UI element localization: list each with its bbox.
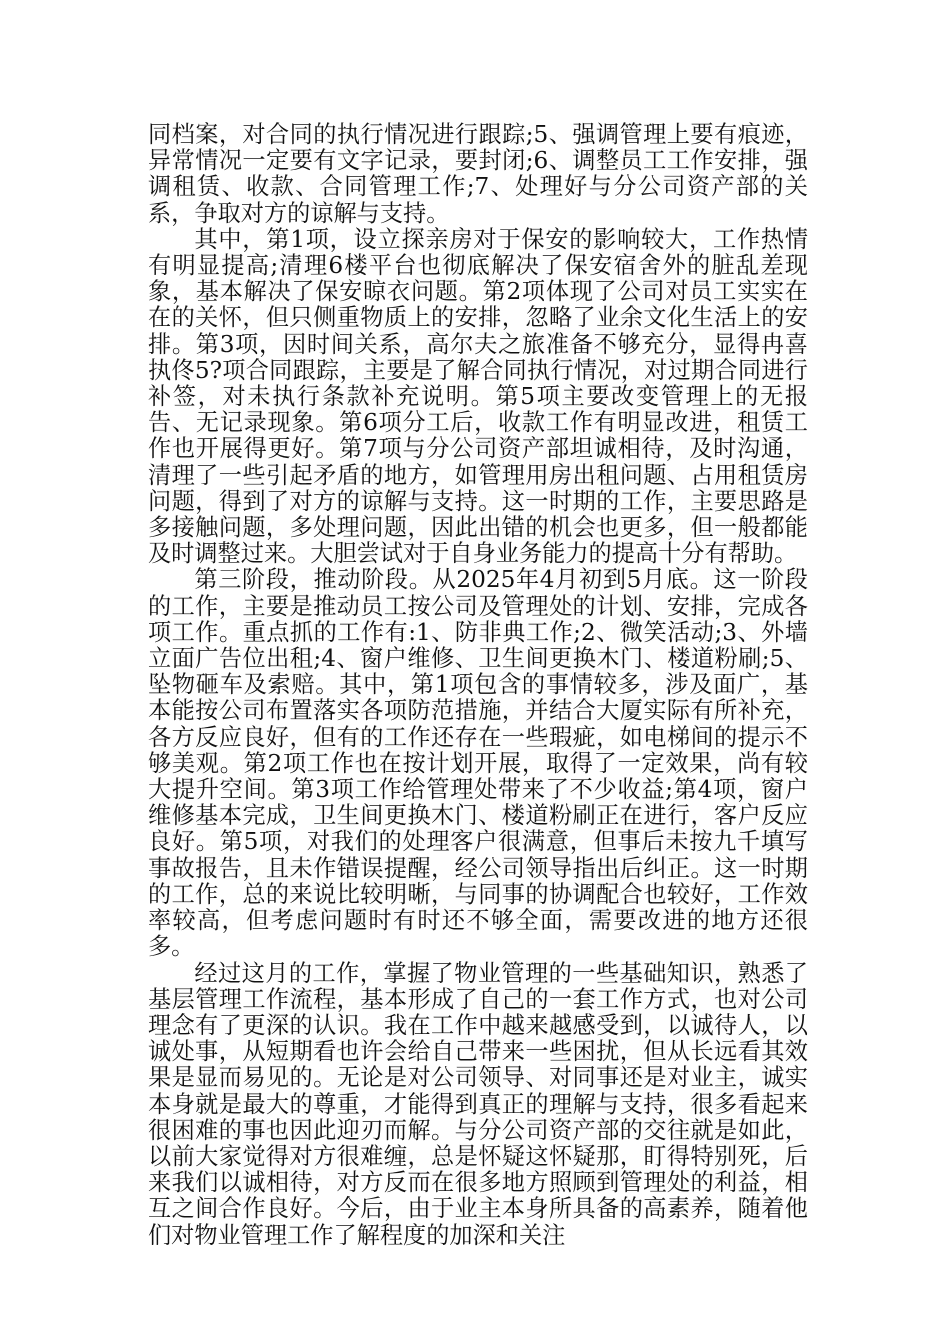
paragraph: 同档案，对合同的执行情况进行跟踪;5、强调管理上要有痕迹，异常情况一定要有文字记录，要封闭;6、调整员工工作安排，强调租赁、收款、合同管理工作;7、处理好与分公司资产部的关系，争取对方的谅解与支持。 (148, 121, 808, 227)
document-body (148, 122, 808, 1249)
paragraph: 第三阶段，推动阶段。从2025年4月初到5月底。这一阶段的工作，主要是推动员工按公司及管理处的计划、安排，完成各项工作。重点抓的工作有:1、防非典工作;2、微笑活动;3、外墙立面广告位出租;4、窗户维修、卫生间更换木门、楼道粉刷;5、坠物砸车及索赔。其中，第1项包含的事情较多，涉及面广，基本能按公司布置落实各项防范措施，并结合大厦实际有所补充，各方反应良好，但有的工作还存在一些瑕疵，如电梯间的提示不够美观。第2项工作也在按计划开展，取得了一定效果，尚有较大提升空间。第3项工作给管理处带来了不少收益;第4项，窗户维修基本完成，卫生间更换木门、楼道粉刷正在进行，客户反应良好。第5项，对我们的处理客户很满意，但事后未按九千填写事故报告，且未作错误提醒，经公司领导指出后纠正。这一时期的工作，总的来说比较明晰，与同事的协调配合也较好，工作效率较高，但考虑问题时有时还不够全面，需要改进的地方还很多。 (148, 566, 808, 961)
paragraph: 其中，第1项，设立探亲房对于保安的影响较大，工作热情有明显提高;清理6楼平台也彻底解决了保安宿舍外的脏乱差现象，基本解决了保安晾衣问题。第2项体现了公司对员工实实在在的关怀，但只侧重物质上的安排，忽略了业余文化生活上的安排。第3项，因时间关系，高尔夫之旅准备不够充分，显得冉喜执佟5?项合同跟踪，主要是了解合同执行情况，对过期合同进行补签，对未执行条款补充说明。第5项主要改变管理上的无报告、无记录现象。第6项分工后，收款工作有明显改进，租赁工作也开展得更好。第7项与分公司资产部坦诚相待，及时沟通，清理了一些引起矛盾的地方，如管理用房出租问题、占用租赁房问题，得到了对方的谅解与支持。这一时期的工作，主要思路是多接触问题，多处理问题，因此出错的机会也更多，但一般都能及时调整过来。大胆尝试对于自身业务能力的提高十分有帮助。 (148, 225, 808, 568)
paragraph: 经过这月的工作，掌握了物业管理的一些基础知识，熟悉了基层管理工作流程，基本形成了自己的一套工作方式，也对公司理念有了更深的认识。我在工作中越来越感受到，以诚待人，以诚处事，从短期看也许会给自己带来一些困扰，但从长远看其效果是显而易见的。无论是对公司领导、对同事还是对业主，诚实本身就是最大的尊重，才能得到真正的理解与支持，很多看起来很困难的事也因此迎刃而解。与分公司资产部的交往就是如此，以前大家觉得对方很难缠，总是怀疑这怀疑那，盯得特别死，后来我们以诚相待，对方反而在很多地方照顾到管理处的利益，相互之间合作良好。今后，由于业主本身所具备的高素养，随着他们对物业管理工作了解程度的加深和关注 (148, 959, 808, 1249)
